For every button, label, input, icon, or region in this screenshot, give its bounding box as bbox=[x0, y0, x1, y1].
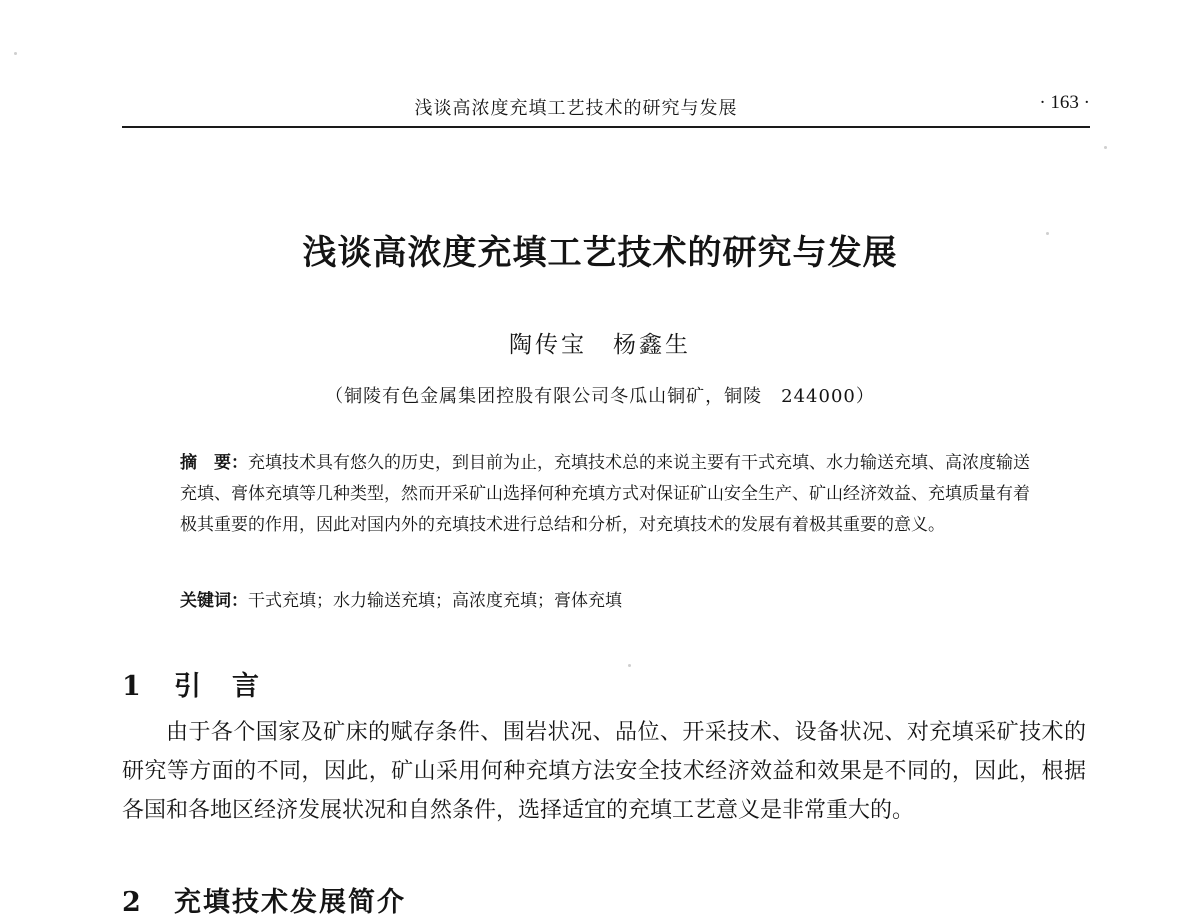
running-header bbox=[122, 88, 1090, 128]
scan-speck bbox=[628, 664, 631, 667]
keywords-text: 干式充填；水力输送充填；高浓度充填；膏体充填 bbox=[248, 591, 622, 611]
abstract-label: 摘 要： bbox=[180, 453, 248, 473]
paper-title: 浅谈高浓度充填工艺技术的研究与发展 bbox=[302, 233, 898, 273]
abstract bbox=[180, 448, 1038, 541]
introduction-paragraph: 由于各个国家及矿床的赋存条件、围岩状况、品位、开采技术、设备状况、对充填采矿技术的研究等方面的不同，因此，矿山采用何种充填方法安全技术经济效益和效果是不同的，因此，根据各国和各地区经济发展状况和自然条件，选择适宜的充填工艺意义是非常重大的。 bbox=[122, 720, 1086, 823]
running-title: 浅谈高浓度充填工艺技术的研究与发展 bbox=[414, 98, 738, 119]
keywords bbox=[180, 586, 1038, 617]
section-number: 2 bbox=[122, 887, 143, 918]
page-number: · 163 · bbox=[1039, 92, 1090, 113]
authors: 陶传宝 杨鑫生 bbox=[509, 332, 691, 358]
section-title: 引 言 bbox=[174, 671, 261, 702]
scan-speck bbox=[1046, 232, 1049, 235]
section-heading-history bbox=[122, 880, 406, 919]
scan-speck bbox=[14, 52, 17, 55]
affiliation: （铜陵有色金属集团控股有限公司冬瓜山铜矿，铜陵 244000） bbox=[325, 386, 875, 407]
section-heading-introduction bbox=[122, 664, 261, 703]
section-number: 1 bbox=[122, 671, 143, 702]
section-title: 充填技术发展简介 bbox=[174, 887, 406, 918]
scan-speck bbox=[1104, 146, 1107, 149]
keywords-label: 关键词： bbox=[180, 591, 248, 611]
abstract-text: 充填技术具有悠久的历史，到目前为止，充填技术总的来说主要有干式充填、水力输送充填、高浓度输送充填、膏体充填等几种类型，然而开采矿山选择何种充填方式对保证矿山安全生产、矿山经济效益、充填质量有着极其重要的作用，因此对国内外的充填技术进行总结和分析，对充填技术的发展有着极其重要的意义。 bbox=[180, 453, 1030, 535]
